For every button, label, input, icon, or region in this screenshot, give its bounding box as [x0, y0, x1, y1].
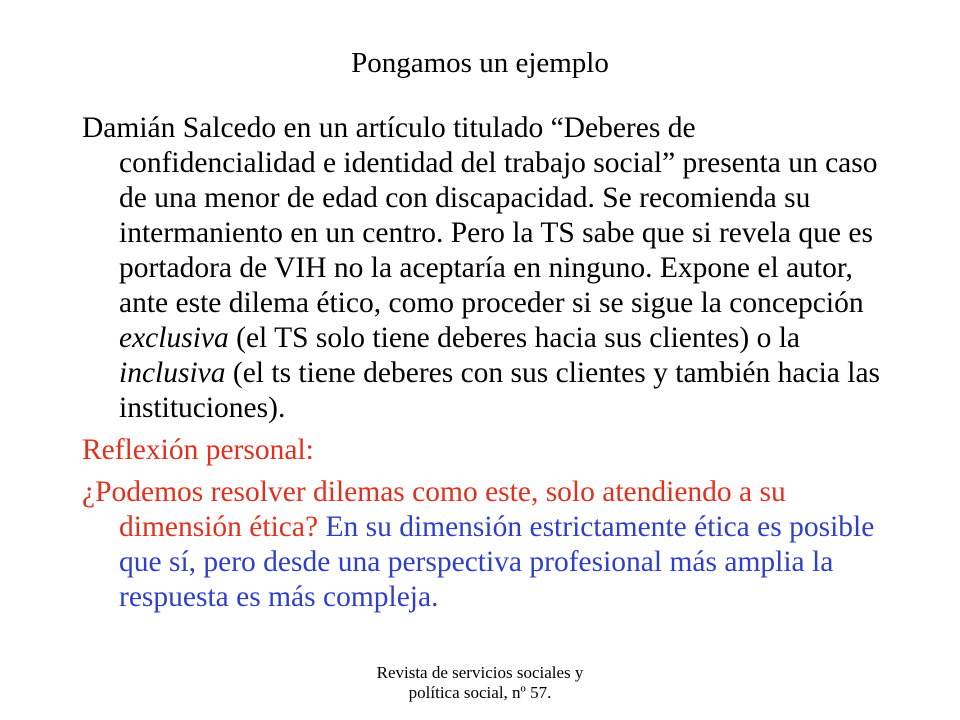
- reflection-question: ¿Podemos resolver dilemas como este, solo atendiendo a su dimensión ética?: [82, 476, 786, 543]
- slide-body: [82, 111, 892, 615]
- footer-line-1: Revista de servicios sociales y: [376, 663, 584, 682]
- example-text-part-2: (el TS solo tiene deberes hacia sus clientes) o la: [228, 322, 800, 354]
- example-text-part-1: Damián Salcedo en un artículo titulado “Deberes de confidencialidad e identidad del trabajo social” presenta un caso de una menor de edad con discapacidad. Se recomienda su intermaniento en un centro. Pero la TS sabe que si revela que es portadora de VIH no la aceptaría en ninguno. Expone el autor, ante este dilema ético, como proceder si se sigue la concepción: [82, 112, 878, 319]
- reflection-paragraph: [82, 475, 892, 615]
- footer-line-2: política social, nº 57.: [408, 683, 552, 702]
- emphasis-exclusiva: exclusiva: [119, 322, 229, 354]
- example-paragraph: [82, 111, 892, 426]
- reflection-heading: Reflexión personal:: [82, 434, 314, 466]
- slide-footer: [0, 663, 960, 703]
- reflection-answer: En su dimensión estrictamente ética es posible que sí, pero desde una perspectiva profesional más amplia la respuesta es más compleja.: [119, 511, 875, 613]
- example-text-part-3: (el ts tiene deberes con sus clientes y también hacia las instituciones).: [119, 357, 881, 424]
- emphasis-inclusiva: inclusiva: [119, 357, 226, 389]
- slide-title: Pongamos un ejemplo: [351, 47, 609, 79]
